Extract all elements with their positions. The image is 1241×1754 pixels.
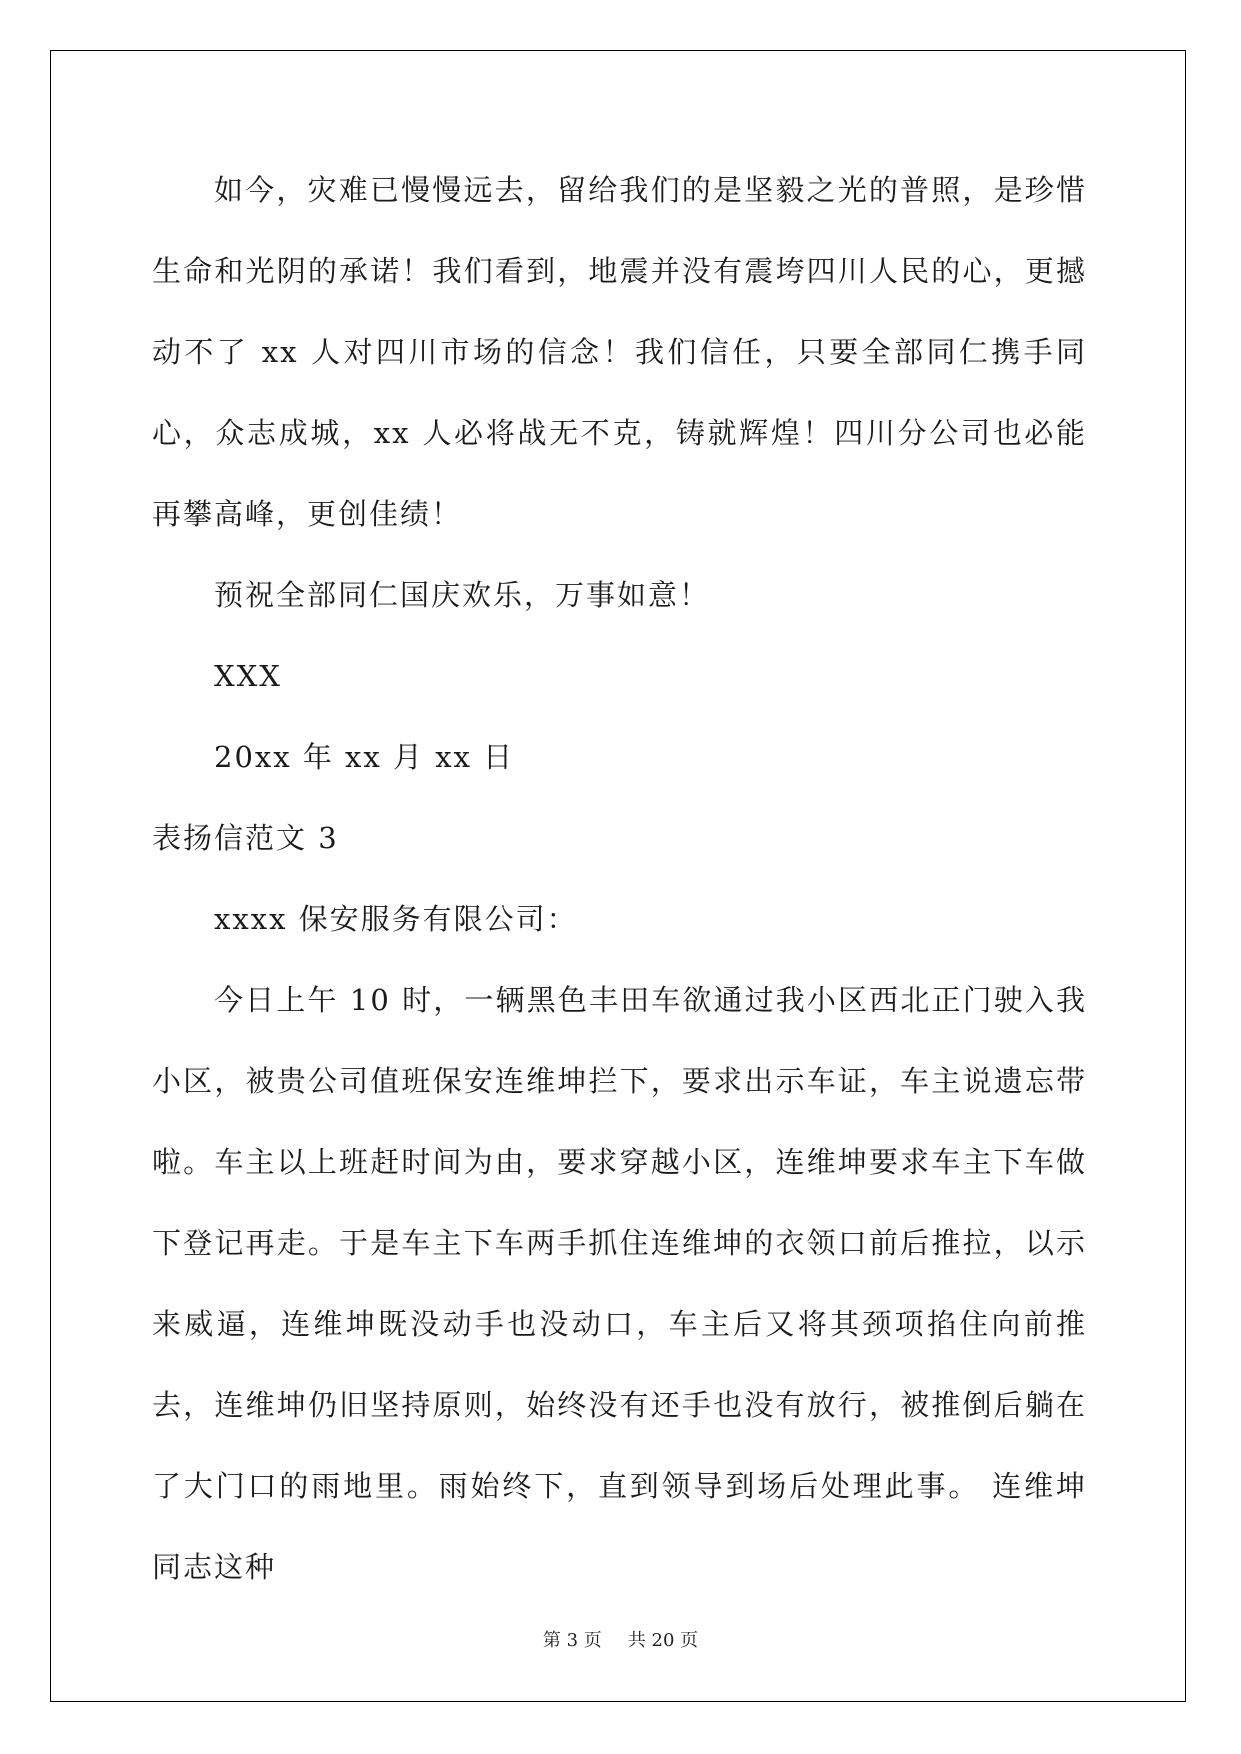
paragraph-incident: 今日上午 10 时，一辆黑色丰田车欲通过我小区西北正门驶入我小区，被贵公司值班保安连维坤拦下，要求出示车证，车主说遗忘带啦。车主以上班赶时间为由，要求穿越小区，连维坤要求车主下车做下登记再走。于是车主下车两手抓住连维坤的衣领口前后推拉，以示来威逼，连维坤既没动手也没动口，车主后又将其颈项掐住向前推去，连维坤仍旧坚持原则，始终没有还手也没有放行，被推倒后躺在了大门口的雨地里。雨始终下，直到领导到场后处理此事。 连维坤同志这种: [152, 983, 1087, 1584]
signature-date: 20xx 年 xx 月 xx 日: [214, 740, 515, 774]
document-body: [152, 150, 1087, 1608]
letter-salutation: xxxx 保安服务有限公司：: [214, 902, 578, 936]
signature-name: XXX: [214, 659, 282, 693]
paragraph-closing-message: 如今，灾难已慢慢远去，留给我们的是坚毅之光的普照，是珍惜生命和光阴的承诺！我们看到，地震并没有震垮四川人民的心，更撼动不了 xx 人对四川市场的信念！我们信任，只要全部同仁携手同心，众志成城，xx 人必将战无不克，铸就辉煌！四川分公司也必能再攀高峰，更创佳绩！: [152, 173, 1087, 531]
page-total: 共 20 页: [627, 1630, 699, 1651]
section-heading: 表扬信范文 3: [152, 821, 339, 855]
page-footer: [0, 1626, 1241, 1652]
page-number: 第 3 页: [542, 1630, 602, 1651]
paragraph-wishes: 预祝全部同仁国庆欢乐，万事如意！: [214, 578, 711, 612]
